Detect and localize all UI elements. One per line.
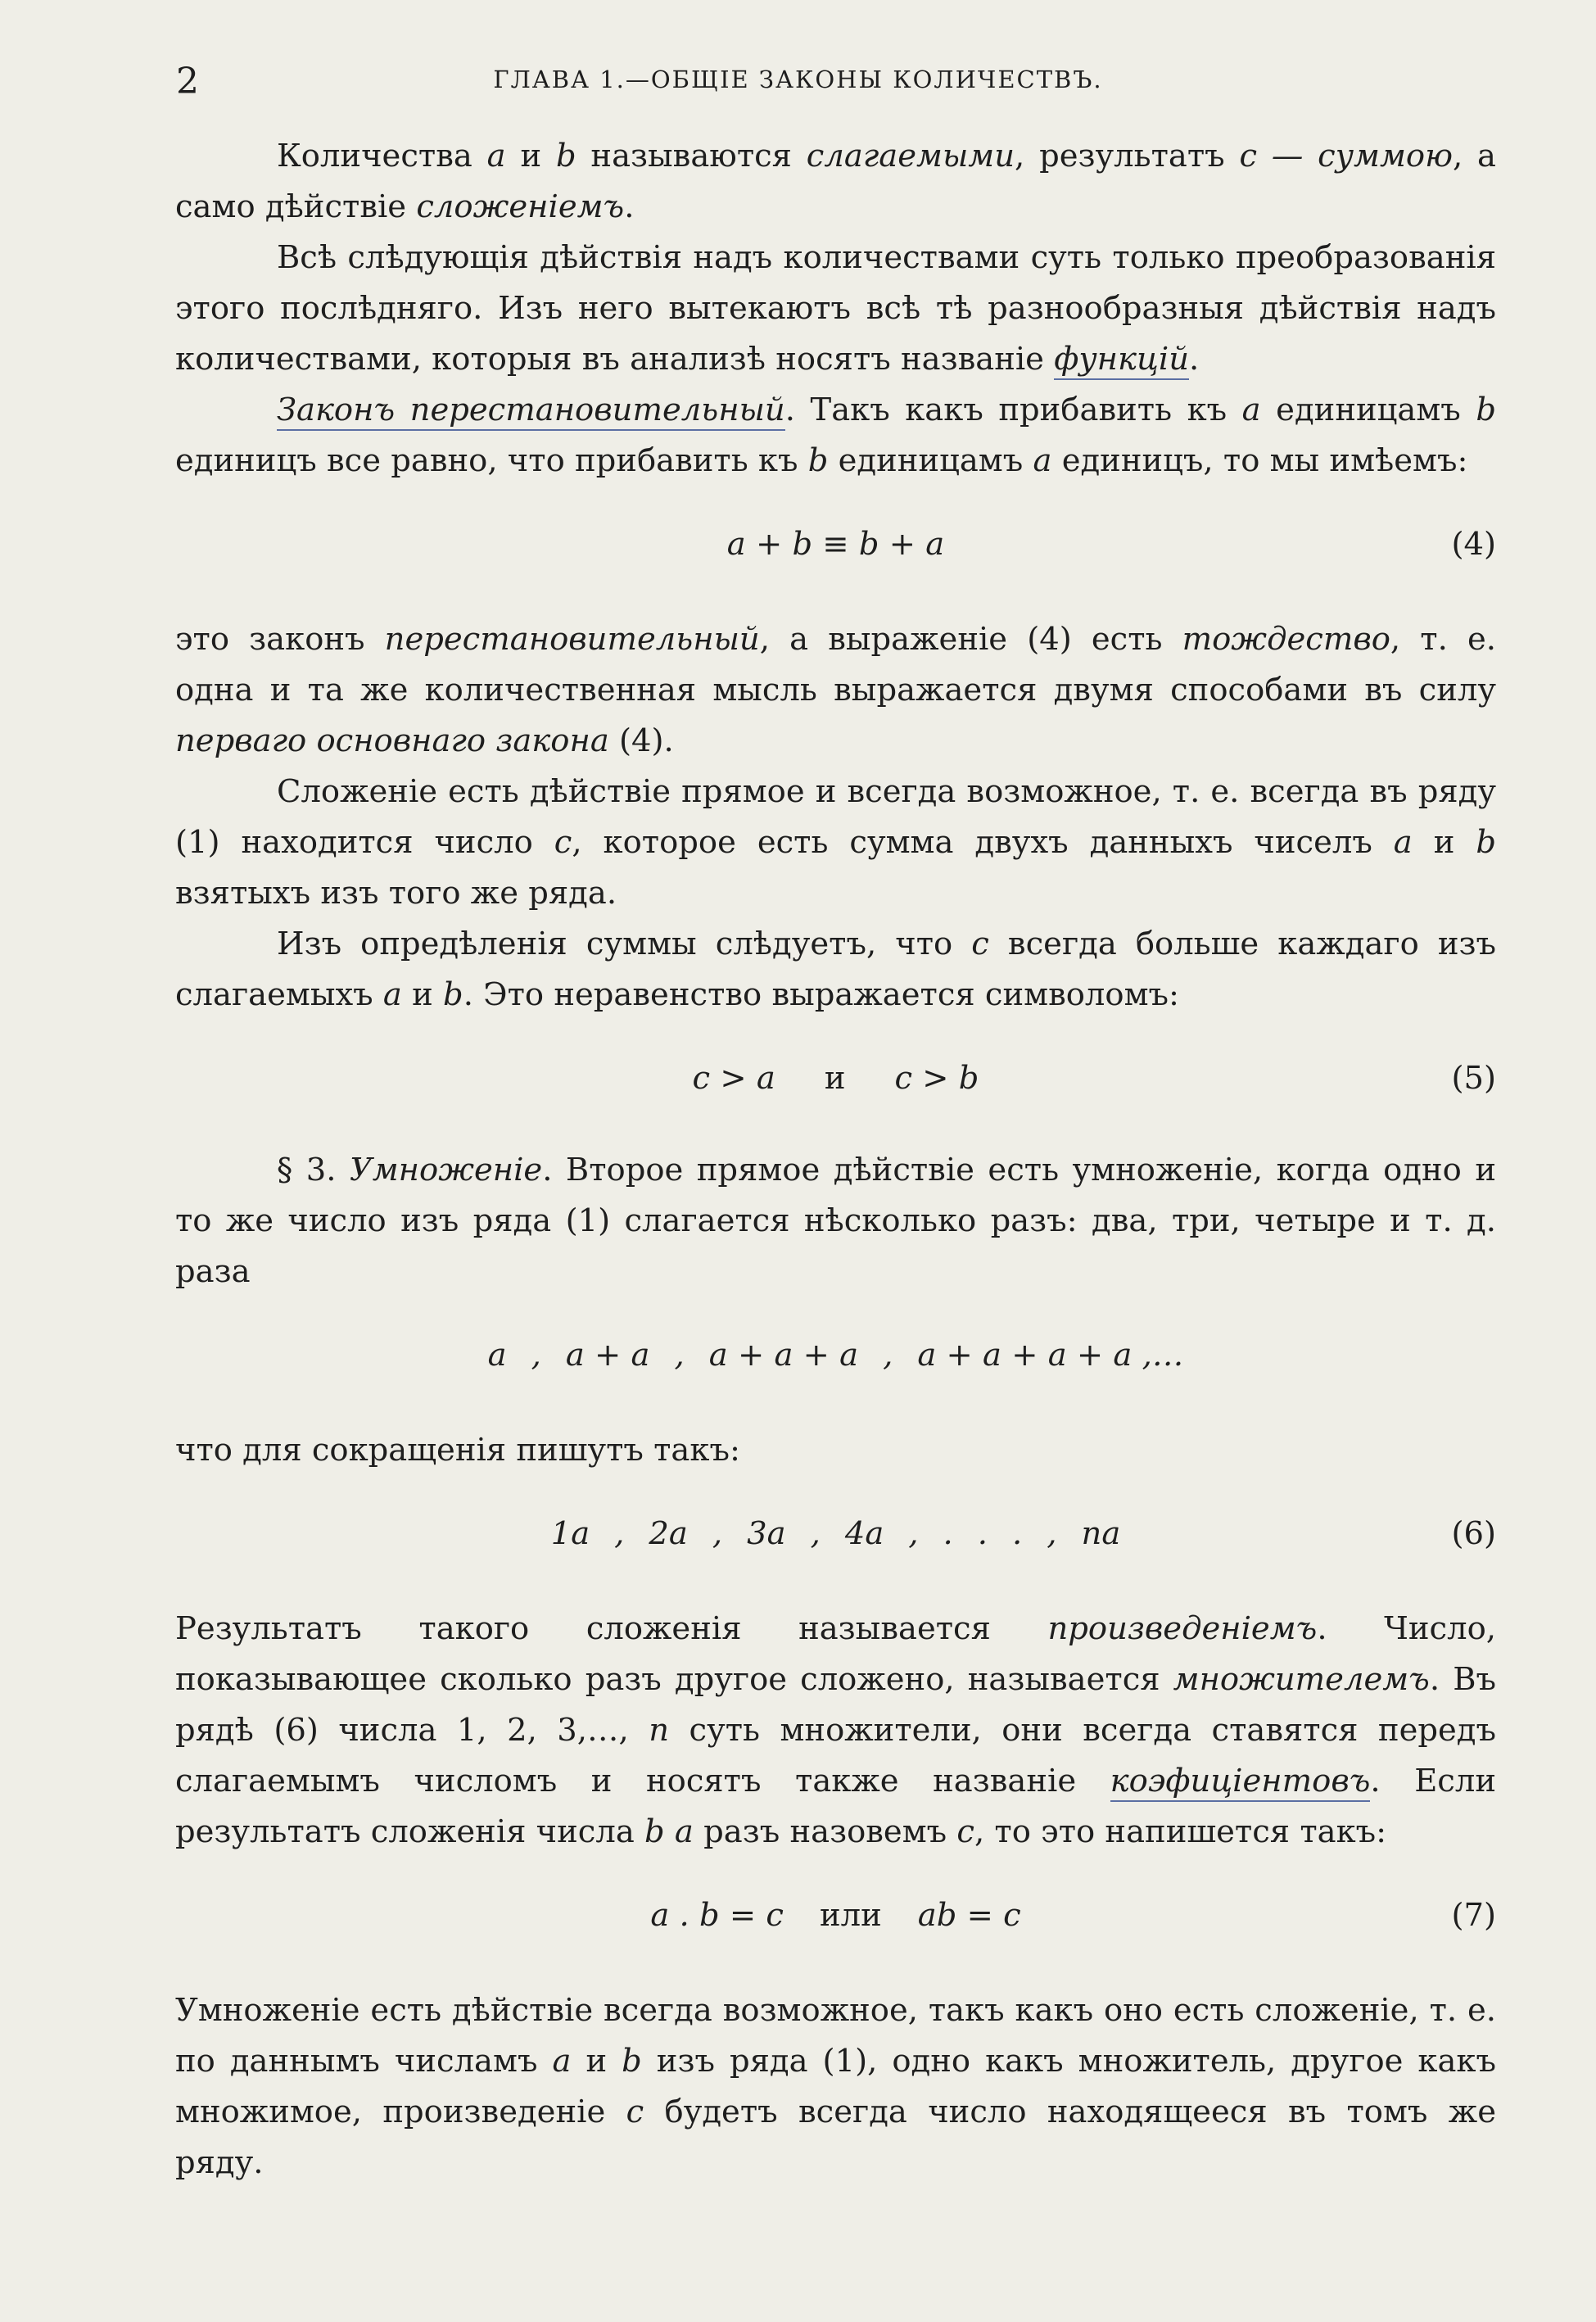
page-number: 2 xyxy=(176,61,199,102)
equation-6-term: 3a xyxy=(747,1515,786,1552)
sequence-term: a + a + a + a ,… xyxy=(917,1337,1184,1374)
equation-4-number: (4) xyxy=(1451,526,1496,563)
equation-5-conj: и xyxy=(824,1060,846,1097)
equation-6 xyxy=(175,1509,1496,1559)
equation-6-term: . xyxy=(977,1515,988,1552)
page-header xyxy=(0,61,1596,110)
paragraph-addition-terms: Количества a и b называются слагаемыми, результатъ c — суммою, а само дѣйствіе сложеніемъ. xyxy=(175,138,1496,225)
sequence-term: , xyxy=(531,1337,541,1374)
sequence-term: a + a xyxy=(565,1337,650,1374)
equation-7 xyxy=(175,1890,1496,1941)
equation-6-term: 2a xyxy=(649,1515,688,1552)
equation-6-term: , xyxy=(614,1515,625,1552)
sequence-repeated-addition xyxy=(175,1330,1496,1381)
equation-5-number: (5) xyxy=(1451,1060,1496,1097)
paragraph-addition-possible: Сложеніе есть дѣйствіе прямое и всегда возможное, т. е. всегда въ ряду (1) находится число c, которое есть сумма двухъ данныхъ чиселъ a и b взятыхъ изъ того же ряда. xyxy=(175,773,1496,912)
equation-7-left: a . b = c xyxy=(650,1897,784,1934)
paragraph-abbreviation: что для сокращенія пишутъ такъ: xyxy=(175,1432,740,1469)
equation-6-term: 4a xyxy=(844,1515,884,1552)
equation-6-term: , xyxy=(1047,1515,1057,1552)
equation-4 xyxy=(175,519,1496,570)
equation-5-right: c > b xyxy=(894,1060,979,1097)
equation-6-term: , xyxy=(712,1515,723,1552)
equation-6-term: na xyxy=(1081,1515,1121,1552)
sequence-term: a xyxy=(487,1337,507,1374)
paragraph-commutative-law: Законъ перестановительный. Такъ какъ прибавить къ a единицамъ b единицъ все равно, что прибавить къ b единицамъ a единицъ, то мы имѣемъ: xyxy=(175,392,1496,479)
paragraph-product: Результатъ такого сложенія называется произведеніемъ. Число, показывающее сколько разъ другое сложено, называется множителемъ. Въ рядѣ (6) числа 1, 2, 3,…, n суть множители, они всегда ставятся передъ слагаемымъ числомъ и носятъ также названіе коэфиціентовъ. Если результатъ сложенія числа b a разъ назовемъ c, то это напишется такъ: xyxy=(175,1610,1497,1850)
equation-6-term: , xyxy=(908,1515,919,1552)
equation-6-term: 1a xyxy=(550,1515,590,1552)
equation-6-number: (6) xyxy=(1451,1515,1496,1552)
equation-7-number: (7) xyxy=(1451,1897,1496,1934)
paragraph-multiplication-possible: Умноженіе есть дѣйствіе всегда возможное, такъ какъ оно есть сложеніе, т. е. по даннымъ числамъ a и b изъ ряда (1), одно какъ множитель, другое какъ множимое, произведеніе c будетъ всегда число находящееся въ томъ же ряду. xyxy=(175,1992,1496,2181)
paragraph-identity: это законъ перестановительный, а выраженіе (4) есть тождество, т. е. одна и та же количественная мысль выражается двумя способами въ силу перваго основнаго закона (4). xyxy=(175,621,1496,759)
equation-6-term: , xyxy=(810,1515,821,1552)
equation-7-right: ab = c xyxy=(917,1897,1021,1934)
sequence-term: , xyxy=(674,1337,685,1374)
running-title: ГЛАВА 1.—ОБЩІЕ ЗАКОНЫ КОЛИЧЕСТВЪ. xyxy=(493,66,1103,93)
equation-6-term: . xyxy=(1012,1515,1023,1552)
equation-6-term: . xyxy=(943,1515,953,1552)
equation-4-formula: a + b ≡ b + a xyxy=(726,526,945,563)
equation-7-conj: или xyxy=(819,1897,882,1934)
paragraph-inequality: Изъ опредѣленія суммы слѣдуетъ, что c всегда больше каждаго изъ слагаемыхъ a и b. Это неравенство выражается символомъ: xyxy=(175,926,1496,1013)
equation-5 xyxy=(175,1053,1496,1104)
sequence-term: , xyxy=(883,1337,893,1374)
paragraph-functions: Всѣ слѣдующія дѣйствія надъ количествами суть только преобразованія этого послѣдняго. Изъ него вытекаютъ всѣ тѣ разнообразныя дѣйствія надъ количествами, которыя въ анализѣ носятъ названіе функцій. xyxy=(175,233,1496,385)
sequence-term: a + a + a xyxy=(708,1337,859,1374)
equation-5-left: c > a xyxy=(692,1060,775,1097)
paragraph-multiplication: § 3. Умноженіе. Второе прямое дѣйствіе есть умноженіе, когда одно и то же число изъ ряда (1) слагается нѣсколько разъ: два, три, четыре и т. д. раза xyxy=(175,1152,1496,1290)
page-body xyxy=(175,131,1496,2188)
